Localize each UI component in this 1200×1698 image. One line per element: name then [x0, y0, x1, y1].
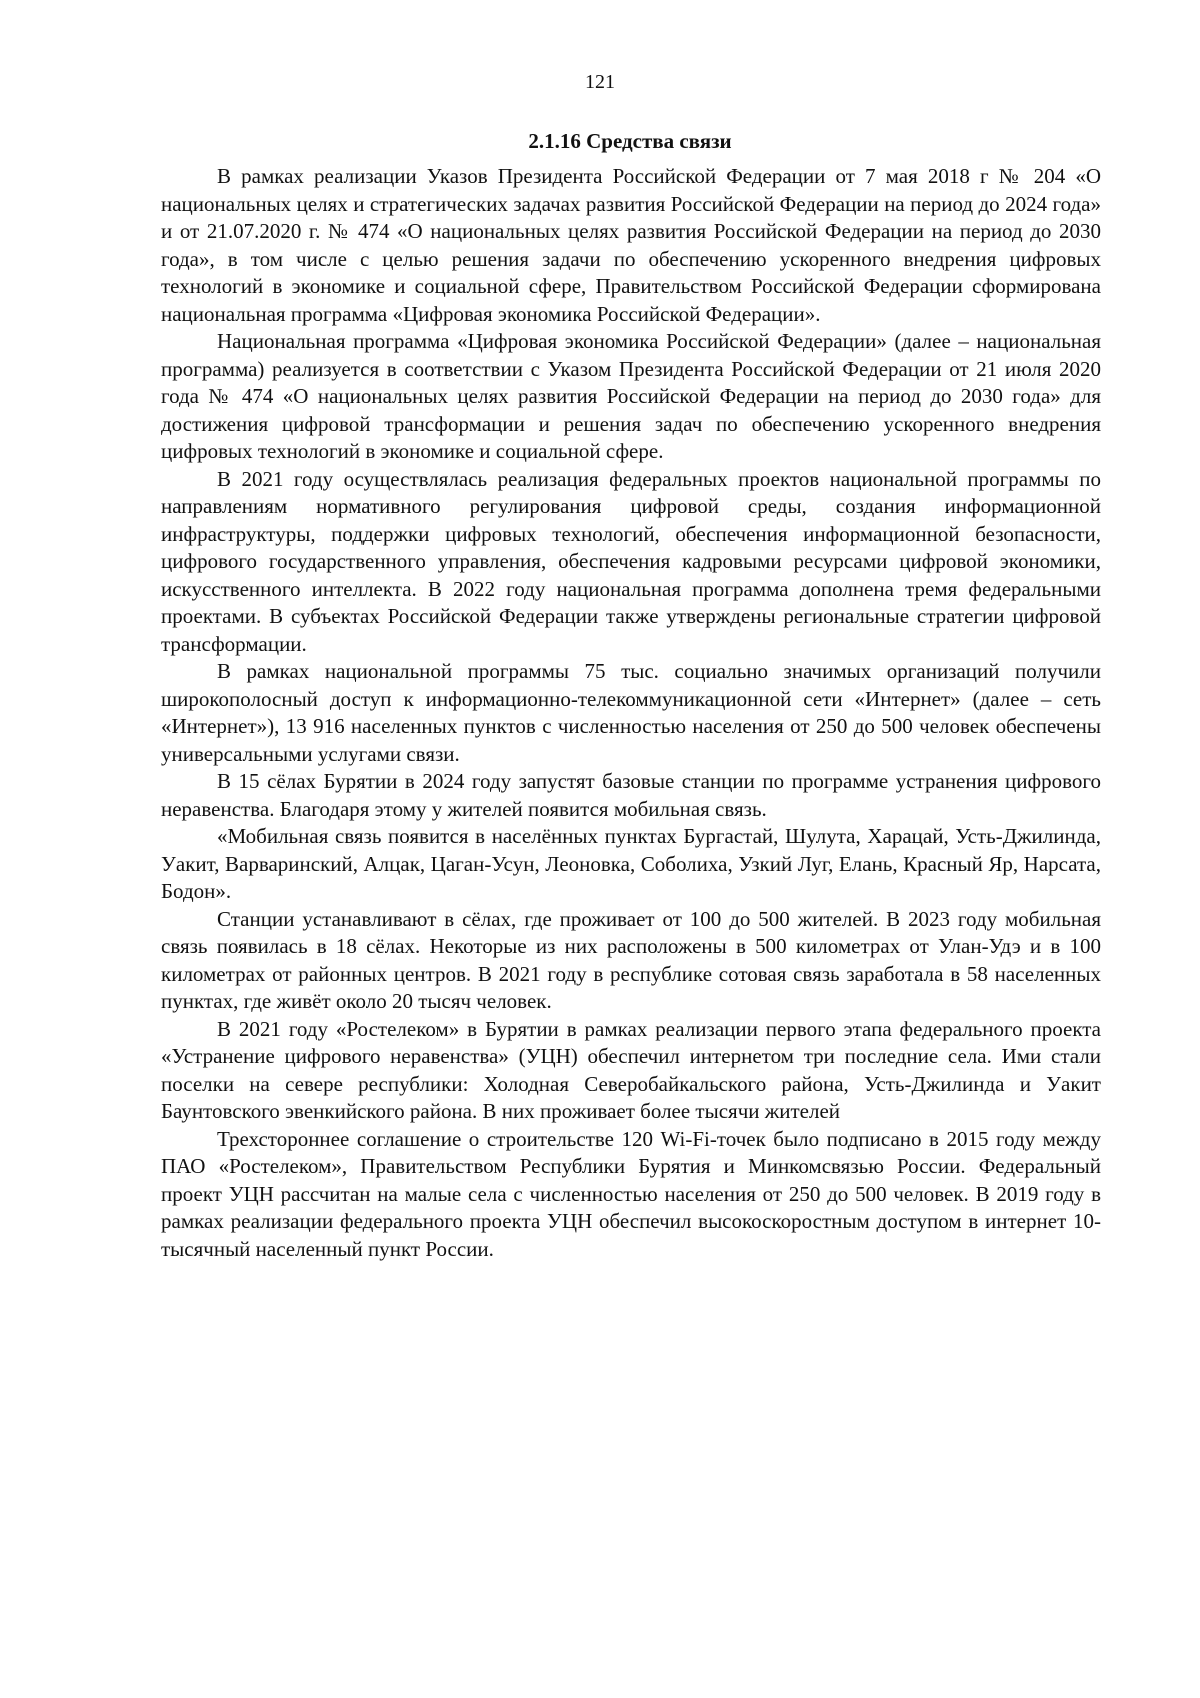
- body-text: [161, 163, 1101, 1263]
- paragraph: Станции устанавливают в сёлах, где проживает от 100 до 500 жителей. В 2023 году мобильная связь появилась в 18 сёлах. Некоторые из них расположены в 500 километрах от Улан-Удэ и в 100 километрах от районных центров. В 2021 году в республике сотовая связь заработала в 58 населенных пунктах, где живёт около 20 тысяч человек.: [161, 906, 1101, 1013]
- page-number: 121: [585, 71, 615, 93]
- paragraph: В рамках реализации Указов Президента Российской Федерации от 7 мая 2018 г № 204 «О национальных целях и стратегических задачах развития Российской Федерации на период до 2024 года» и от 21.07.2020 г. № 474 «О национальных целях развития Российской Федерации на период до 2030 года», в том числе с целью решения задачи по обеспечению ускоренного внедрения цифровых технологий в экономике и социальной сфере, Правительством Российской Федерации сформирована национальная программа «Цифровая экономика Российской Федерации».: [161, 164, 1101, 326]
- paragraph: В рамках национальной программы 75 тыс. социально значимых организаций получили широкополосный доступ к информационно-телекоммуникационной сети «Интернет» (далее – сеть «Интернет»), 13 916 населенных пунктов с численностью населения от 250 до 500 человек обеспечены универсальными услугами связи.: [161, 659, 1101, 766]
- paragraph: «Мобильная связь появится в населённых пунктах Бургастай, Шулута, Харацай, Усть-Джилинда, Уакит, Варваринский, Алцак, Цаган-Усун, Леоновка, Соболиха, Узкий Луг, Елань, Красный Яр, Нарсата, Бодон».: [161, 824, 1101, 903]
- paragraph: Национальная программа «Цифровая экономика Российской Федерации» (далее – национальная программа) реализуется в соответствии с Указом Президента Российской Федерации от 21 июля 2020 года № 474 «О национальных целях развития Российской Федерации на период до 2030 года» для достижения цифровой трансформации и решения задач по обеспечению ускоренного внедрения цифровых технологий в экономике и социальной сфере.: [161, 329, 1101, 463]
- section-title: 2.1.16 Средства связи: [528, 129, 732, 153]
- paragraph: В 2021 году осуществлялась реализация федеральных проектов национальной программы по направлениям нормативного регулирования цифровой среды, создания информационной инфраструктуры, поддержки цифровых технологий, обеспечения информационной безопасности, цифрового государственного управления, обеспечения кадровыми ресурсами цифровой экономики, искусственного интеллекта. В 2022 году национальная программа дополнена тремя федеральными проектами. В субъектах Российской Федерации также утверждены региональные стратегии цифровой трансформации.: [161, 466, 1101, 656]
- paragraph: В 15 сёлах Бурятии в 2024 году запустят базовые станции по программе устранения цифрового неравенства. Благодаря этому у жителей появится мобильная связь.: [161, 769, 1101, 821]
- paragraph: В 2021 году «Ростелеком» в Бурятии в рамках реализации первого этапа федерального проекта «Устранение цифрового неравенства» (УЦН) обеспечил интернетом три последние села. Ими стали поселки на севере республики: Холодная Северобайкальского района, Усть-Джилинда и Уакит Баунтовского эвенкийского района. В них проживает более тысячи жителей: [161, 1016, 1101, 1123]
- paragraph: Трехстороннее соглашение о строительстве 120 Wi-Fi-точек было подписано в 2015 году между ПАО «Ростелеком», Правительством Республики Бурятия и Минкомсвязью России. Федеральный проект УЦН рассчитан на малые села с численностью населения от 250 до 500 человек. В 2019 году в рамках реализации федерального проекта УЦН обеспечил высокоскоростным доступом в интернет 10-тысячный населенный пункт России.: [161, 1126, 1101, 1261]
